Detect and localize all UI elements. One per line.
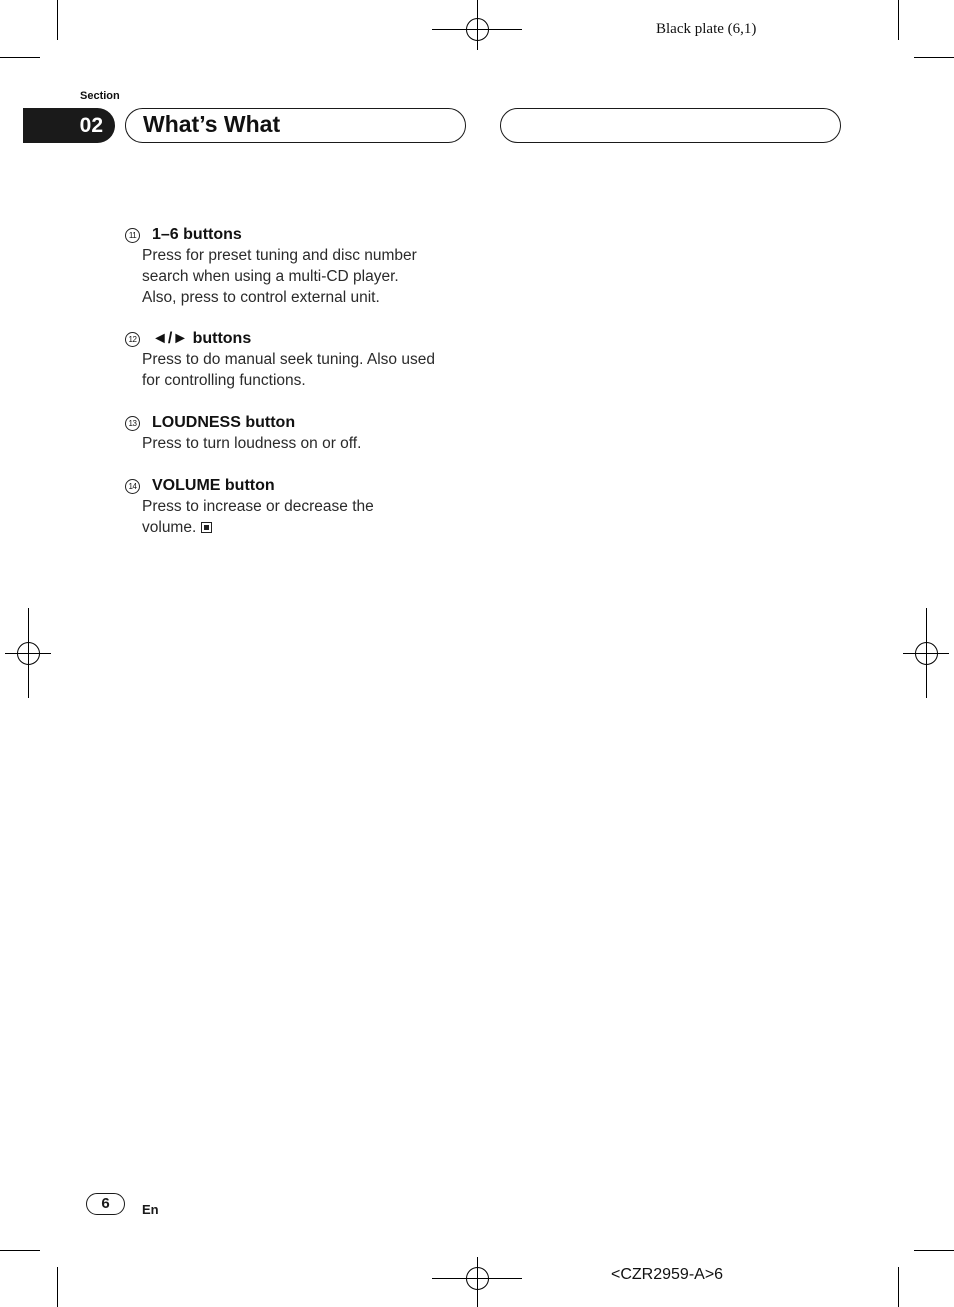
description-line: Press for preset tuning and disc number [142,247,417,264]
item-description [142,433,465,454]
section-label: Section [80,90,120,102]
item-number-badge: 14 [125,479,140,494]
description-line: Press to do manual seek tuning. Also used [142,351,435,368]
language-code: En [142,1202,159,1217]
description-line: Also, press to control external unit. [142,289,380,306]
item-number-badge: 12 [125,332,140,347]
description-line: volume. [142,519,197,536]
item-title: ◄/► buttons [152,330,252,347]
item-number-badge: 11 [125,228,140,243]
section-number-badge [23,108,115,143]
empty-header-box [500,108,841,143]
plate-info: Black plate (6,1) [656,21,757,37]
document-code: <CZR2959-A>6 [611,1266,724,1283]
list-item [125,475,465,538]
description-line: search when using a multi-CD player. [142,268,399,285]
end-of-section-icon [201,522,212,533]
item-description [142,349,465,391]
item-description [142,245,465,308]
item-title: 1–6 buttons [152,226,242,243]
description-line-with-end-mark [142,517,465,538]
item-heading [125,224,465,245]
section-number: 02 [79,113,103,137]
item-heading [125,475,465,496]
list-item [125,412,465,454]
description-line: Press to turn loudness on or off. [142,435,362,452]
description-line: Press to increase or decrease the [142,498,374,515]
page-number: 6 [86,1193,125,1215]
description-line: for controlling functions. [142,372,306,389]
item-heading [125,412,465,433]
item-title: VOLUME button [152,477,275,494]
item-description [142,496,465,538]
list-item [125,224,465,308]
item-number-badge: 13 [125,416,140,431]
item-title: LOUDNESS button [152,414,296,431]
item-heading [125,328,465,349]
page-title: What’s What [125,108,466,143]
list-item [125,328,465,391]
